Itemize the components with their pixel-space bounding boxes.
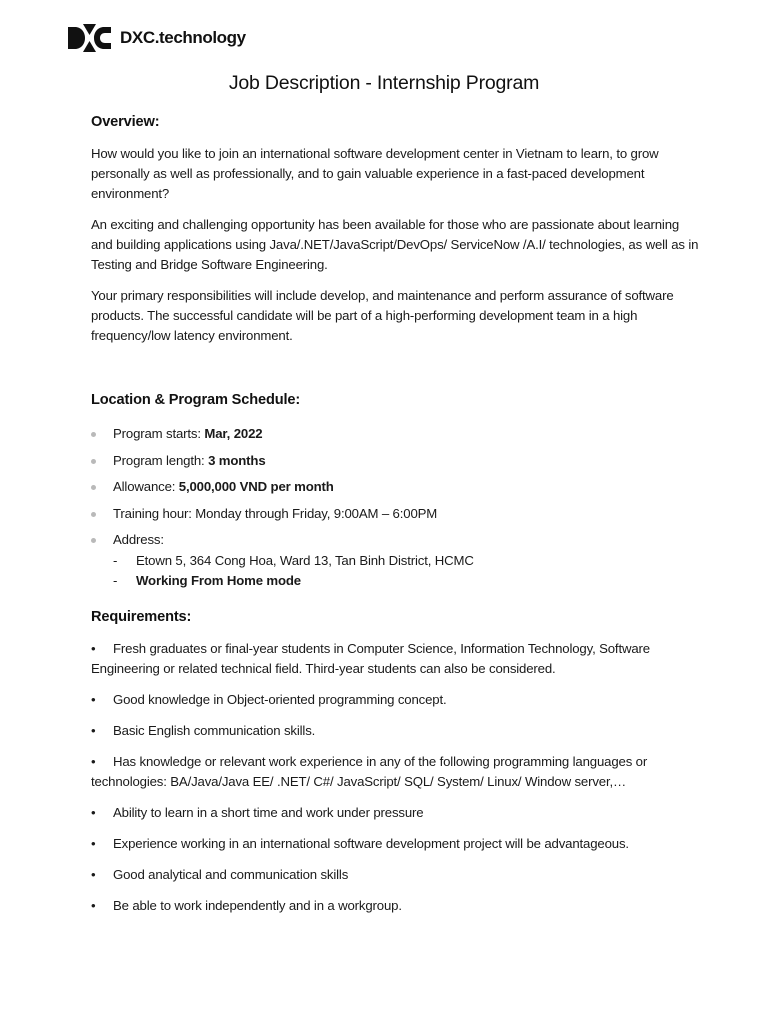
overview-heading: Overview:: [91, 114, 160, 130]
requirement-text: Ability to learn in a short time and work under pressure: [113, 805, 424, 820]
address-item: [113, 551, 703, 571]
document-title: Job Description - Internship Program: [228, 72, 540, 94]
bullet-marker: •: [91, 754, 96, 769]
requirement-item: [91, 690, 703, 710]
requirement-text: Has knowledge or relevant work experience in any of the following programming languages or technologies: BA/Java/Java EE/ .NET/ C#/ JavaScript/ SQL/ System/ Linux/ Window server,…: [91, 754, 648, 789]
overview-paragraph: An exciting and challenging opportunity has been available for those who are passionate about learning and building applications using Java/.NET/JavaScript/DevOps/ ServiceNow /A.I/ technologies, as well as in Testing and Bridge Software Engineering.: [91, 217, 699, 272]
requirement-text: Fresh graduates or final-year students in Computer Science, Information Technology, Software Engineering or related technical field. Third-year students can also be considered.: [91, 641, 650, 676]
document-body: [91, 112, 703, 927]
address-office: Etown 5, 364 Cong Hoa, Ward 13, Tan Binh District, HCMC: [136, 553, 474, 568]
requirement-text: Basic English communication skills.: [113, 723, 316, 738]
requirements-list: [91, 639, 703, 916]
bullet-marker: •: [91, 836, 96, 851]
bullet-marker: •: [91, 805, 96, 820]
bullet-marker: •: [91, 641, 96, 656]
requirement-item: [91, 803, 703, 823]
schedule-item-address: [91, 530, 703, 591]
requirement-item: [91, 639, 703, 679]
program-length-value: 3 months: [208, 452, 266, 468]
address-wfh: Working From Home mode: [136, 573, 301, 588]
location-heading: Location & Program Schedule:: [91, 392, 301, 408]
address-list: [113, 551, 703, 591]
program-starts-value: Mar, 2022: [204, 426, 263, 441]
requirement-text: Be able to work independently and in a workgroup.: [113, 898, 402, 913]
requirement-item: [91, 834, 703, 854]
allowance-label: Allowance:: [113, 479, 179, 494]
requirements-heading: Requirements:: [91, 609, 192, 625]
allowance-value: 5,000,000 VND per month: [178, 479, 334, 494]
requirement-item: [91, 896, 703, 916]
requirement-text: Experience working in an international software development project will be advantageous.: [113, 836, 629, 851]
dash-marker: -: [113, 553, 118, 568]
schedule-item-program-starts: [91, 424, 703, 444]
training-hour-text: Training hour: Monday through Friday, 9:00AM – 6:00PM: [113, 505, 438, 521]
requirement-item: [91, 752, 703, 792]
overview-paragraph: How would you like to join an international software development center in Vietnam to learn, to grow personally as well as professionally, and to gain valuable experience in a fast-paced development environment?: [91, 146, 659, 201]
dxc-logo: [68, 24, 246, 52]
requirement-item: [91, 865, 703, 885]
dxc-logo-mark-icon: [68, 24, 111, 52]
bullet-marker: •: [91, 867, 96, 882]
schedule-list: [91, 424, 703, 591]
schedule-item-program-length: [91, 451, 703, 471]
requirement-text: Good analytical and communication skills: [113, 867, 349, 882]
address-item: [113, 571, 703, 591]
program-length-label: Program length:: [113, 452, 209, 468]
address-label: Address:: [113, 532, 164, 547]
bullet-marker: •: [91, 898, 96, 913]
requirement-item: [91, 721, 703, 741]
bullet-marker: •: [91, 692, 96, 707]
requirement-text: Good knowledge in Object-oriented programming concept.: [113, 692, 447, 707]
dash-marker: -: [113, 573, 118, 588]
schedule-item-training-hour: [91, 504, 703, 524]
logo-text: DXC.technology: [120, 28, 246, 47]
program-starts-label: Program starts:: [113, 426, 205, 441]
overview-paragraph: Your primary responsibilities will include develop, and maintenance and perform assurance of software products. The successful candidate will be part of a high-performing development team in a high frequency/low latency environment.: [91, 288, 674, 343]
schedule-item-allowance: [91, 477, 703, 497]
bullet-marker: •: [91, 723, 96, 738]
